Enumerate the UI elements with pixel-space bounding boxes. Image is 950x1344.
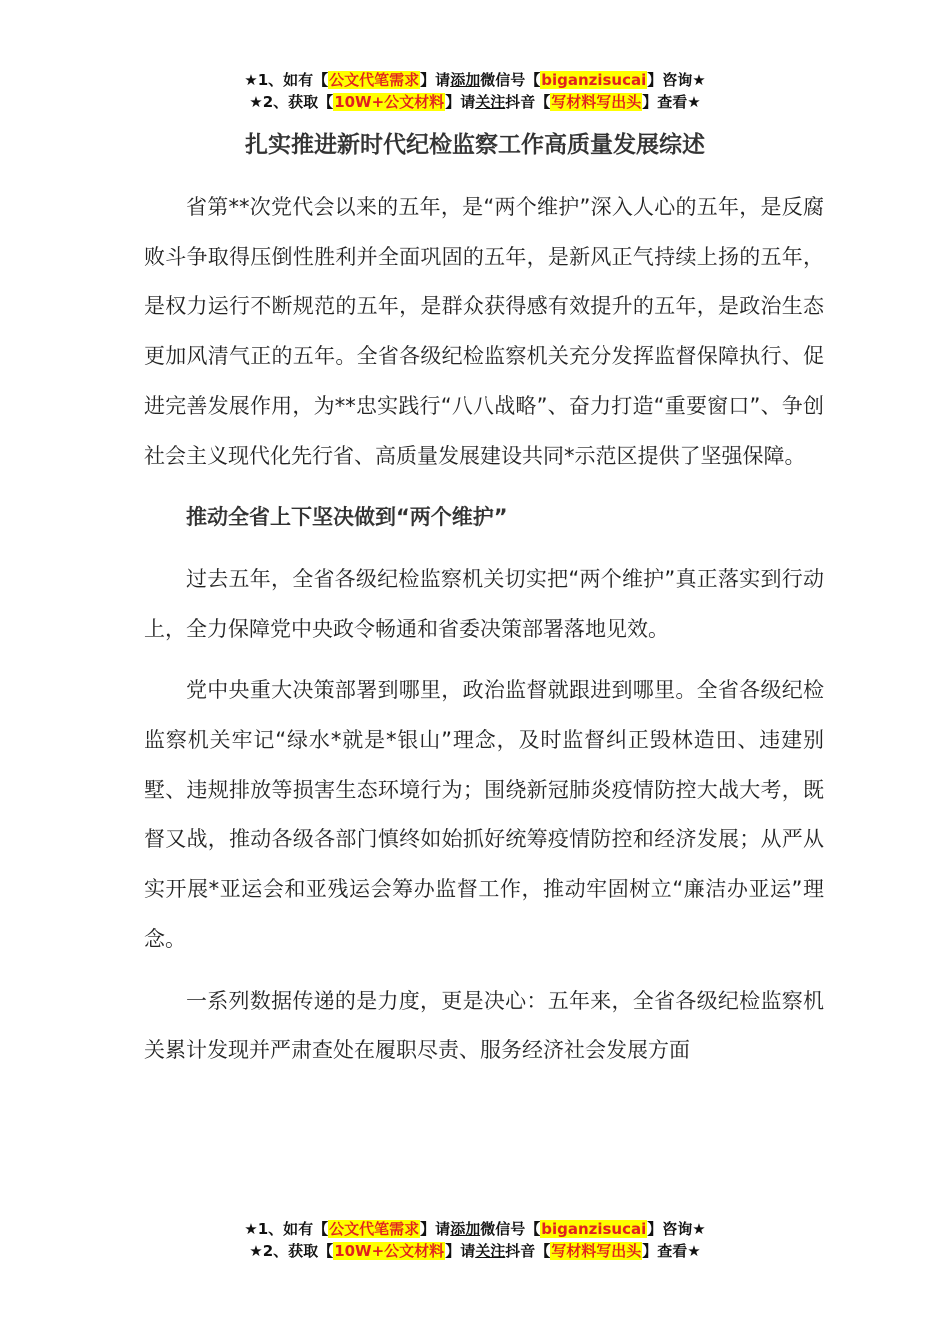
underlined-text: 添加 <box>450 71 481 89</box>
promo-text: 抖音【 <box>505 93 551 111</box>
body-paragraph: 党中央重大决策部署到哪里，政治监督就跟进到哪里。全省各级纪检监察机关牢记“绿水*就是*银山”理念，及时监督纠正毁林造田、违建别墅、违规排放等损害生态环境行为；围绕新冠肺炎疫情防控大战大考，既督又战，推动各级各部门慎终如始抓好统筹疫情防控和经济发展；从严从实开展*亚运会和亚残运会筹办监督工作，推动牢固树立“廉洁办亚运”理念。 <box>144 678 824 951</box>
underlined-text: 关注 <box>475 1242 506 1260</box>
document-title: 扎实推进新时代纪检监察工作高质量发展综述 <box>245 132 705 158</box>
footer-promo-banner <box>0 1218 950 1262</box>
highlighted-offer: 10W+公文材料 <box>334 1242 445 1260</box>
body-paragraph: 省第**次党代会以来的五年，是“两个维护”深入人心的五年，是反腐败斗争取得压倒性胜利并全面巩固的五年，是新风正气持续上扬的五年，是权力运行不断规范的五年，是群众获得感有效提升的五年，是政治生态更加风清气正的五年。全省各级纪检监察机关充分发挥监督保障执行、促进完善发展作用，为**忠实践行“八八战略”、奋力打造“重要窗口”、争创社会主义现代化先行省、高质量发展建设共同*示范区提供了坚强保障。 <box>144 195 824 468</box>
promo-text: 】咨询★ <box>647 1220 706 1238</box>
promo-text: 】查看★ <box>642 1242 701 1260</box>
promo-line-2 <box>0 1240 950 1262</box>
highlighted-service: 公文代笔需求 <box>329 1220 420 1238</box>
document-body <box>144 183 824 1076</box>
header-promo-banner <box>0 69 950 113</box>
promo-text: 】查看★ <box>642 93 701 111</box>
promo-text: 微信号【 <box>480 1220 541 1238</box>
section-heading: 推动全省上下坚决做到“两个维护” <box>186 505 508 530</box>
promo-text: 】请 <box>445 1242 476 1260</box>
promo-text: 微信号【 <box>480 71 541 89</box>
highlighted-offer: 10W+公文材料 <box>334 93 445 111</box>
body-paragraph: 一系列数据传递的是力度，更是决心：五年来，全省各级纪检监察机关累计发现并严肃查处在履职尽责、服务经济社会发展方面 <box>144 988 824 1063</box>
promo-text: ★2、获取【 <box>249 1242 334 1260</box>
promo-text: ★1、如有【 <box>244 1220 329 1238</box>
body-paragraph: 过去五年，全省各级纪检监察机关切实把“两个维护”真正落实到行动上，全力保障党中央政令畅通和省委决策部署落地见效。 <box>144 566 824 641</box>
promo-text: ★1、如有【 <box>244 71 329 89</box>
underlined-text: 添加 <box>450 1220 481 1238</box>
promo-text: ★2、获取【 <box>249 93 334 111</box>
highlighted-service: 公文代笔需求 <box>329 71 420 89</box>
promo-text: 抖音【 <box>505 1242 551 1260</box>
promo-text: 】请 <box>420 71 451 89</box>
promo-line-1 <box>0 1218 950 1240</box>
wechat-id: biganzisucai <box>541 1220 647 1238</box>
douyin-account: 写材料写出头 <box>551 1242 642 1260</box>
douyin-account: 写材料写出头 <box>551 93 642 111</box>
wechat-id: biganzisucai <box>541 71 647 89</box>
promo-line-1 <box>0 69 950 91</box>
promo-text: 】咨询★ <box>647 71 706 89</box>
promo-text: 】请 <box>445 93 476 111</box>
promo-text: 】请 <box>420 1220 451 1238</box>
underlined-text: 关注 <box>475 93 506 111</box>
promo-line-2 <box>0 91 950 113</box>
